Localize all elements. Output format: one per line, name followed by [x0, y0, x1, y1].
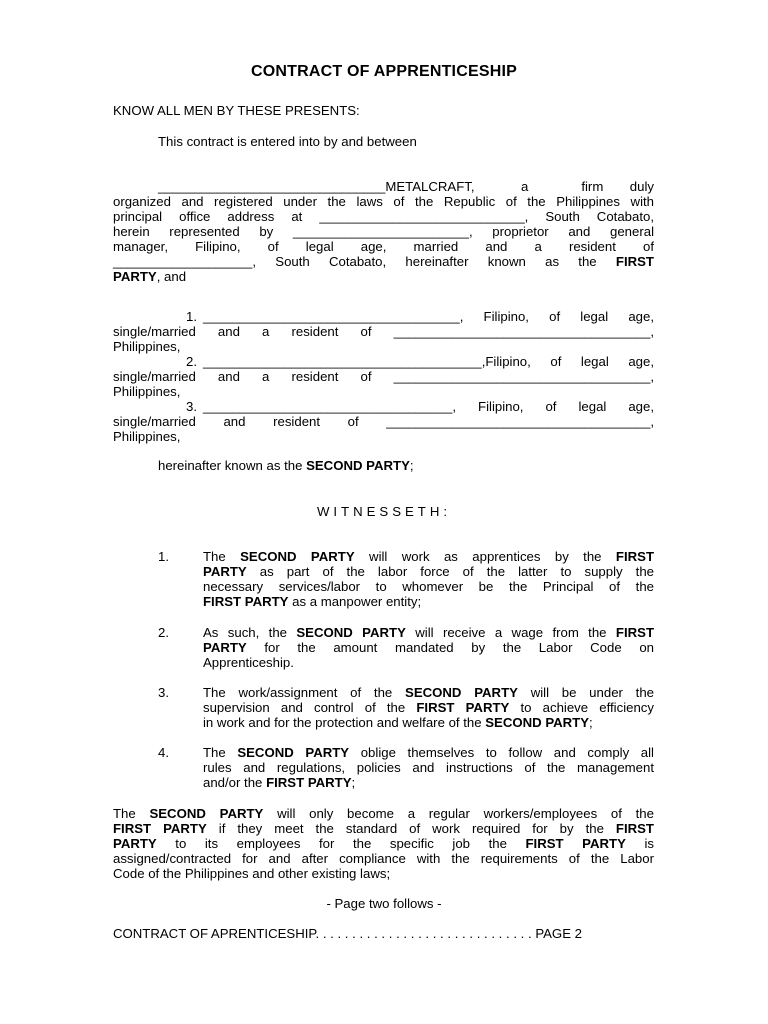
b: FIRST PARTY [525, 836, 626, 851]
t: assigned/contracted for and after compliance with the requirements of the Labor [113, 851, 654, 866]
second-party-list [113, 309, 654, 444]
clause-text [203, 625, 654, 670]
item-line-3: Philippines, [113, 339, 181, 354]
item-line-1: ______________________________________,Filipino, of legal age, [203, 354, 654, 369]
witnesseth-heading: WITNESSETH: [316, 504, 452, 519]
b: FIRST PARTY [203, 594, 289, 609]
t: The work/assignment of the [203, 685, 406, 700]
t: will be under the [517, 685, 655, 700]
item-number: 1. [186, 309, 197, 324]
t: as a manpower entity; [288, 594, 422, 609]
item-line-2: single/married and a resident of ___________________________________, [113, 369, 654, 384]
first-party-line-6 [113, 254, 654, 269]
first-party-line-4: herein represented by ________________________, proprietor and general [113, 224, 654, 239]
page-footer: CONTRACT OF APRENTICESHIP. . . . . . . . . . . . . . . . . . . . . . . . . . . . . . PAGE 2 [113, 926, 582, 941]
clause-number: 1. [158, 549, 169, 564]
t: if they meet the standard of work required for by the [206, 821, 616, 836]
clause-number: 2. [158, 625, 169, 640]
t: Apprenticeship. [203, 655, 294, 670]
b: PARTY [203, 564, 247, 579]
word-a: a [521, 179, 529, 194]
t: as part of the labor force of the latter to supply the [246, 564, 654, 579]
closing-paragraph [113, 806, 654, 881]
item-line-1: ___________________________________, Filipino, of legal age, [203, 309, 654, 324]
clause-text [203, 549, 654, 609]
b: PARTY [113, 836, 157, 851]
b: SECOND PARTY [485, 715, 590, 730]
b: SECOND PARTY [296, 625, 406, 640]
t: ; [589, 715, 593, 730]
t: oblige themselves to follow and comply all [349, 745, 654, 760]
t: As such, the [203, 625, 297, 640]
first-party-line-5: manager, Filipino, of legal age, married and a resident of [113, 239, 654, 254]
word-firm: firm [581, 179, 604, 194]
clause-number: 4. [158, 745, 169, 760]
b: FIRST [615, 549, 655, 564]
blank-line: _______________________________ [158, 179, 386, 194]
hereinafter-line [158, 458, 414, 473]
item-line-2: single/married and resident of ____________________________________, [113, 414, 654, 429]
company-name: METALCRAFT, [385, 179, 475, 194]
t: necessary services/labor to whomever be the Principal of the [203, 579, 654, 594]
first-party-line-3: principal office address at ____________________________, South Cotabato, [113, 209, 654, 224]
second-party-item [113, 354, 654, 399]
t: rules and regulations, policies and instructions of the management [203, 760, 654, 775]
clause-number: 3. [158, 685, 169, 700]
hereinafter-text: hereinafter known as the [158, 458, 307, 473]
t: will work as apprentices by the [354, 549, 616, 564]
t: ; [351, 775, 356, 790]
t: and/or the [203, 775, 267, 790]
first-party-line-7 [113, 269, 654, 284]
word-duly: duly [629, 179, 654, 194]
t: to its employees for the specific job the [156, 836, 526, 851]
first-bold: FIRST [615, 254, 654, 269]
second-party-item [113, 399, 654, 444]
t: for the amount mandated by the Labor Code on [246, 640, 654, 655]
b: SECOND PARTY [237, 745, 350, 760]
item-line-3: Philippines, [113, 384, 181, 399]
page-follows-note: - Page two follows - [326, 896, 442, 911]
b: FIRST [615, 625, 655, 640]
clause-text [203, 685, 654, 730]
t: The [113, 806, 150, 821]
semicolon: ; [409, 458, 414, 473]
first-party-paragraph [113, 179, 654, 284]
second-party-bold: SECOND PARTY [306, 458, 410, 473]
t: will receive a wage from the [405, 625, 616, 640]
t: The [203, 745, 238, 760]
item-line-1: __________________________________, Filipino, of legal age, [203, 399, 654, 414]
b: PARTY [203, 640, 247, 655]
intro-line: This contract is entered into by and between [158, 134, 417, 149]
t: will only become a regular workers/employees of the [263, 806, 654, 821]
t: The [203, 549, 241, 564]
b: FIRST [615, 821, 654, 836]
clause-text [203, 745, 654, 790]
second-party-item [113, 309, 654, 354]
item-number: 3. [186, 399, 197, 414]
b: SECOND PARTY [240, 549, 355, 564]
document-title: CONTRACT OF APPRENTICESHIP [251, 63, 517, 80]
b: FIRST PARTY [113, 821, 207, 836]
party-bold: PARTY [113, 269, 157, 284]
line6-text: ___________________, South Cotabato, hereinafter known as the [113, 254, 616, 269]
t: to achieve efficiency [509, 700, 654, 715]
t: Code of the Philippines and other existing laws; [113, 866, 391, 881]
item-line-3: Philippines, [113, 429, 181, 444]
b: SECOND PARTY [405, 685, 518, 700]
and-text: , and [156, 269, 187, 284]
b: FIRST PARTY [266, 775, 352, 790]
item-line-2: single/married and a resident of ___________________________________, [113, 324, 654, 339]
know-all-heading: KNOW ALL MEN BY THESE PRESENTS: [113, 103, 360, 118]
item-number: 2. [186, 354, 197, 369]
first-party-line-2: organized and registered under the laws of the Republic of the Philippines with [113, 194, 654, 209]
t: in work and for the protection and welfare of the [203, 715, 486, 730]
t: is [625, 836, 654, 851]
b: SECOND PARTY [149, 806, 264, 821]
first-party-line-1 [113, 179, 654, 194]
b: FIRST PARTY [416, 700, 510, 715]
t: supervision and control of the [203, 700, 417, 715]
